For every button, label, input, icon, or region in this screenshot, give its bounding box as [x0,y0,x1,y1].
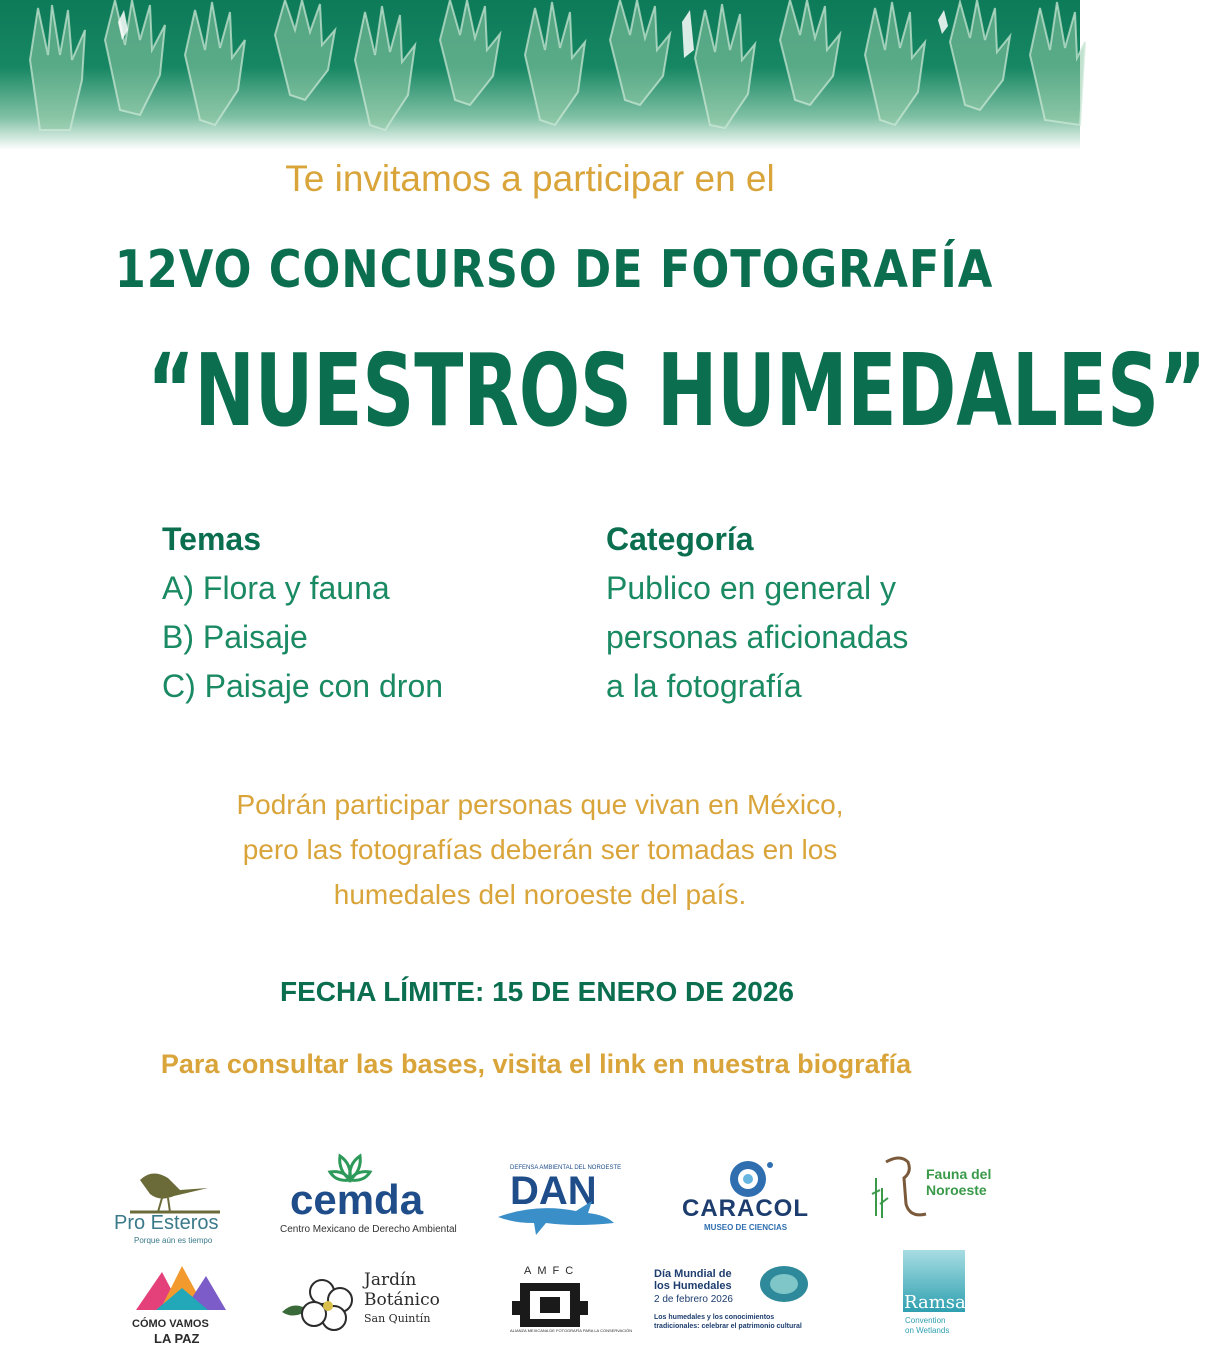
dia-line3: Los humedales y los conocimientos [654,1314,775,1321]
dia-line2: los Humedales [654,1280,732,1292]
contest-subtitle: 12VO CONCURSO DE FOTOGRAFÍA [114,240,994,300]
hands-illustration [0,0,1080,150]
amfc-sub: ALIANZA MEXICANA DE FOTOGRAFÍA PARA LA CONSERVACIÓN [510,1328,633,1333]
dan-name: DAN [510,1169,597,1213]
bird-icon [110,1160,235,1215]
como-vamos-line1: CÓMO VAMOS [132,1318,209,1330]
temas-heading: Temas [162,521,262,557]
cemda-sub: Centro Mexicano de Derecho Ambiental [280,1224,457,1235]
dia-line4: tradicionales: celebrar el patrimonio cultural [654,1323,802,1330]
note-line: humedales del noroeste del país. [333,879,747,910]
invite-text: Te invitamos a participar en el [285,158,775,199]
tema-item: B) Paisaje [162,619,308,655]
note-line: pero las fotografías deberán ser tomadas en los [242,834,838,865]
jardin-line2: Botánico [364,1290,440,1310]
cemda-logo [278,1150,457,1240]
turtle-icon [754,1262,814,1306]
fauna-line2: Noroeste [926,1182,987,1198]
categoria-heading: Categoría [606,521,754,557]
shark-icon [496,1199,616,1239]
eligibility-note [0,782,1080,917]
ramsar-line2: on Wetlands [905,1326,950,1335]
deadline-text: FECHA LÍMITE: 15 DE ENERO DE 2026 [280,976,794,1007]
contest-title: “NUESTROS HUMEDALES” [147,332,1206,449]
caracol-sub: MUSEO DE CIENCIAS [704,1223,788,1232]
dia-line1: Día Mundial de [654,1268,732,1280]
dan-logo [496,1165,622,1240]
categoria-line: Publico en general y [606,570,896,606]
categoria-line: personas aficionadas [606,619,909,655]
tema-item: A) Flora y fauna [162,570,390,606]
note-line: Podrán participar personas que vivan en México, [236,789,844,820]
dia-date: 2 de febrero 2026 [654,1294,733,1305]
pro-esteros-logo [110,1160,235,1250]
cemda-name: cemda [290,1176,424,1223]
flower-icon [278,1270,358,1334]
ramsar-line1: Convention [905,1316,946,1325]
pro-esteros-name: Pro Esteros [114,1212,219,1234]
amfc-logo [508,1265,633,1340]
caracol-icon [680,1155,820,1199]
mountains-icon [126,1262,236,1316]
ramsar-name: Ramsar [904,1292,975,1313]
como-vamos-line2: LA PAZ [154,1331,200,1346]
header-banner [0,0,1080,150]
jardin-line3: San Quintín [364,1312,431,1325]
ramsar-logo [903,1250,975,1342]
fauna-line1: Fauna del [926,1166,992,1182]
temas-column [162,515,443,711]
caracol-logo [680,1155,820,1235]
categoria-column [606,515,908,711]
pro-esteros-tagline: Porque aún es tiempo [134,1236,213,1245]
fauna-noroeste-logo [866,1148,1006,1223]
como-vamos-la-paz-logo [126,1262,236,1347]
amfc-name: AMFC [524,1265,580,1277]
camera-icon [508,1279,608,1333]
tema-item: C) Paisaje con dron [162,668,444,704]
jardin-botanico-logo [278,1270,463,1335]
bases-text: Para consultar las bases, visita el link en nuestra biografía [160,1049,912,1079]
caracol-name: CARACOL [682,1195,809,1222]
categoria-line: a la fotografía [606,668,802,704]
jardin-line1: Jardín [364,1270,417,1290]
dan-sub: DEFENSA AMBIENTAL DEL NOROESTE [510,1165,622,1171]
dia-mundial-humedales-logo [654,1268,824,1333]
